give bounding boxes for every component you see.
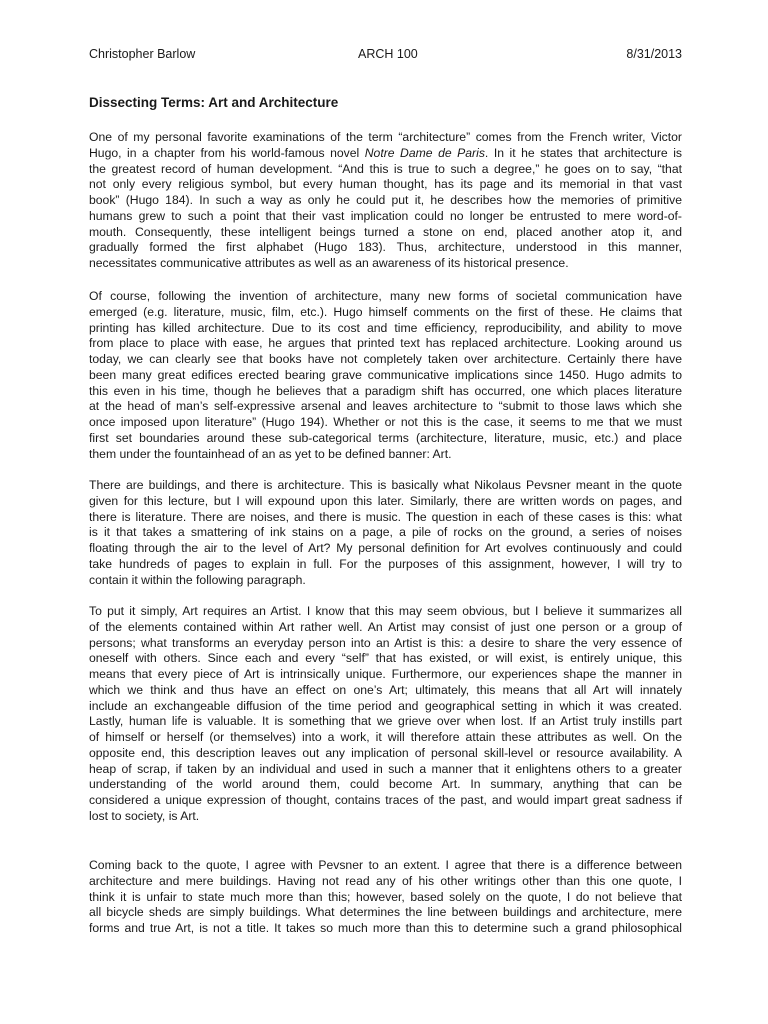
paragraph-4	[89, 604, 682, 825]
text-line: once imposed upon literature” (Hugo 194). Whether or not this is the case, it seems to me that we must	[89, 415, 682, 429]
text-line: first set boundaries around these sub-categorical terms (architecture, literature, music, etc.) and place	[89, 430, 682, 445]
text-line: this even in his time, though he believes that a paradigm shift has occurred, one which places literature	[89, 383, 682, 398]
paragraph-5	[89, 858, 682, 937]
text-line: One of my personal favorite examinations of the term “architecture” comes from the French writer, Victor	[89, 130, 682, 144]
document-date: 8/31/2013	[626, 47, 682, 61]
document-header	[89, 47, 682, 65]
text-line: from place to place with ease, he argues that printed text has replaced architecture. Looking around us	[89, 336, 682, 351]
text-line: think it is unfair to state much more than this; however, based solely on the quote, I do not believe that	[89, 889, 682, 904]
text-line: oneself with others. Since each and every “self” that has existed, or will exist, is entirely unique, this	[89, 651, 682, 666]
text-line: mouth. Consequently, these intelligent beings turned a stone on end, placed another atop it, and	[89, 224, 682, 239]
text-line: understanding of the world around them, could become Art. In summary, anything that can be	[89, 777, 682, 792]
paragraph-3	[89, 478, 682, 588]
text-line: necessitates communicative attributes as well as an awareness of its historical presence.	[89, 256, 569, 270]
text-line: contain it within the following paragraph.	[89, 572, 306, 587]
text-line: opposite end, this description leaves out any implication of personal skill-level or resource availability. A	[89, 745, 682, 760]
text-line: book” (Hugo 184). In such a way as only he could put it, he describes how the memories of primitive	[89, 193, 682, 207]
text-line: at the head of man’s self-expressive arsenal and leaves architecture to “submit to those laws which she	[89, 399, 682, 414]
text-line: Of course, following the invention of architecture, many new forms of societal communication have	[89, 289, 682, 303]
text-line: emerged (e.g. literature, music, film, etc.). Hugo himself comments on the first of these. He claims that	[89, 304, 682, 319]
text-line: floating through the air to the level of Art? My personal definition for Art evolves continuously and could	[89, 541, 682, 555]
text-line: the greatest record of human development. “And this is true to such a degree,” he goes on to say, “that	[89, 161, 682, 176]
text-line: of the elements contained within Art rather well. An Artist may consist of just one person or a group of	[89, 619, 682, 634]
text-line: take hundreds of pages to explain in full. For the purposes of this assignment, however, I will try to	[89, 556, 682, 571]
text-line: include an exchangeable diffusion of the time period and geographical setting in which it was created.	[89, 698, 682, 713]
text-line: architecture and mere buildings. Having not read any of his other writings other than this one quote, I	[89, 873, 682, 888]
author-name: Christopher Barlow	[89, 47, 196, 61]
text-line: Hugo, in a chapter from his world-famous novel Notre Dame de Paris. In it he states that architecture is	[89, 145, 683, 160]
text-line: given for this lecture, but I will expound upon this later. Similarly, there are written words on pages, and	[89, 493, 682, 508]
text-line: Lastly, human life is valuable. It is something that we grieve over when lost. If an Artist truly instills part	[89, 714, 682, 729]
text-line: Coming back to the quote, I agree with Pevsner to an extent. I agree that there is a difference between	[89, 858, 682, 872]
text-line: gradually formed the first alphabet (Hugo 183). Thus, architecture, understood in this manner,	[89, 240, 682, 255]
essay-title: Dissecting Terms: Art and Architecture	[89, 95, 339, 110]
text-line: today, we can clearly see that books have not completely taken over architecture. Certainly there have	[89, 352, 682, 366]
text-line: To put it simply, Art requires an Artist. I know that this may seem obvious, but I believe it summarizes all	[89, 604, 682, 618]
text-line: them under the fountainhead of an as yet to be defined banner: Art.	[89, 446, 452, 461]
text-line: There are buildings, and there is architecture. This is basically what Nikolaus Pevsner meant in the quote	[89, 478, 682, 492]
course-code: ARCH 100	[358, 47, 418, 61]
text-line: of himself or herself (or themselves) into a work, it will therefore attain these attributes as well. On the	[89, 730, 682, 744]
text-line: forms and true Art, is not a title. It takes so much more than this to determine such a grand philosophical	[89, 921, 682, 935]
text-line: been many great edifices erected bearing grave communicative implications since 1450. Hugo admits to	[89, 367, 682, 382]
text-line: all bicycle sheds are simply buildings. What determines the line between buildings and architecture, mere	[89, 905, 682, 920]
text-line: is it that takes a smattering of ink stains on a page, a pile of rocks on the ground, a series of noises	[89, 525, 682, 540]
paragraph-2	[89, 289, 682, 462]
paragraph-1	[89, 130, 682, 272]
text-line: which we think and thus have an effect on one’s Art; ultimately, this means that all Art will innately	[89, 682, 682, 697]
text-line: humans grew to such a point that their vast implication could no longer be entrusted to mere word-of-	[89, 208, 682, 223]
text-line: means that every piece of Art is intrinsically unique. Furthermore, our experiences shape the manner in	[89, 667, 682, 681]
text-line: lost to society, is Art.	[89, 808, 200, 823]
text-line: printing has killed architecture. Due to its cost and time efficiency, reproducibility, and ability to move	[89, 320, 682, 335]
text-line: there is literature. There are noises, and there is music. The question in each of these cases is this: what	[89, 509, 682, 524]
text-line: persons; what transforms an everyday person into an Artist is this: a desire to share the very essence of	[89, 635, 682, 650]
text-line: heap of scrap, if taken by an individual and used in such a manner that it enlightens others to a greater	[89, 761, 682, 776]
text-line: not only every religious symbol, but every human thought, has its page and its memorial in that vast	[89, 177, 682, 192]
text-line: considered a unique expression of thought, contains traces of the past, and would impart great sadness if	[89, 793, 682, 807]
